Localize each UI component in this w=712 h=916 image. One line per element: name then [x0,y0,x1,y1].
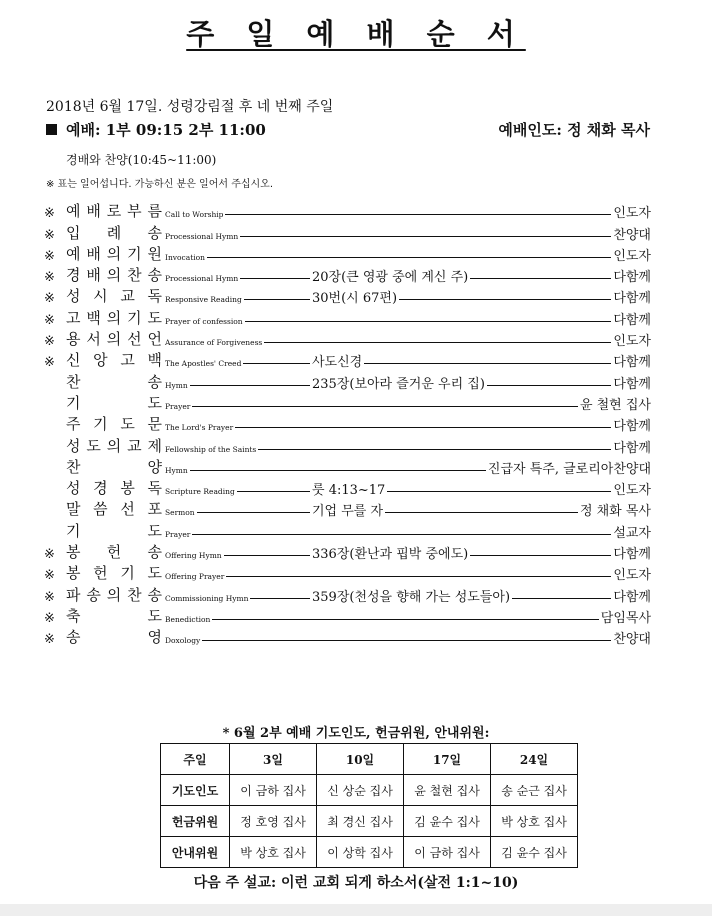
order-item-leader: 진급자 특주, 글로리아찬양대 [487,461,651,477]
order-item-korean: 송 영 [66,628,163,647]
order-item [44,221,651,242]
row-label: 기도인도 [161,775,230,806]
order-item-leader: 인도자 [613,483,651,499]
stand-mark: ※ [44,291,55,307]
row-label: 헌금위원 [161,806,230,837]
order-item-leader: 인도자 [613,334,651,350]
table-row [161,775,578,806]
order-item-english: Offering Hymn [165,551,222,561]
leader-line [207,257,611,258]
order-item-korean: 고 백 의 기 도 [66,308,163,327]
order-item [44,519,651,540]
table-cell: 이 금하 집사 [230,775,317,806]
stand-mark: ※ [44,589,55,605]
order-item-leader: 설교자 [613,525,651,541]
order-item [44,413,651,434]
order-item [44,626,651,647]
standing-note: ※ 표는 일어섭니다. 가능하신 분은 일어서 주십시오. [46,179,274,190]
leader-line [235,427,611,428]
order-item [44,456,651,477]
header-cell: 10일 [317,744,404,775]
order-item-leader: 다함께 [613,589,651,605]
stand-mark: ※ [44,610,55,626]
header-cell: 3일 [230,744,317,775]
leader-line [243,363,310,364]
order-item-detail: 사도신경 [312,355,363,371]
leader-line [224,555,310,556]
order-item-english: Commissioning Hymn [165,593,249,603]
order-item [44,477,651,498]
order-item-korean: 말 씀 선 포 [66,500,163,519]
leader-line [470,555,611,556]
order-item [44,392,651,413]
duty-table-title: * 6월 2부 예배 기도인도, 헌금위원, 안내위원: [222,726,490,741]
order-item-detail: 235장(보아라 즐거운 우리 집) [312,376,485,392]
order-item-korean: 예 배 의 기 원 [66,244,163,263]
order-item-korean: 찬 송 [66,372,163,391]
header-cell: 24일 [491,744,578,775]
leader-line [364,363,611,364]
order-item-korean: 주 기 도 문 [66,415,163,434]
worship-leader: 예배인도: 정 채화 목사 [498,121,650,139]
order-item-english: Assurance of Forgiveness [165,338,263,348]
leader-line [226,576,611,577]
leader-line [240,236,611,237]
table-cell: 김 윤수 집사 [404,806,491,837]
stand-mark: ※ [44,568,55,584]
order-item-leader: 담임목사 [600,610,651,626]
table-cell: 박 상호 집사 [230,837,317,868]
order-item-english: Hymn [165,380,188,390]
order-item [44,349,651,370]
order-item-korean: 신 앙 고 백 [66,351,163,370]
order-item-english: Fellowship of the Saints [165,444,257,454]
table-cell: 김 윤수 집사 [491,837,578,868]
order-item-detail: 359장(천성을 향해 가는 성도들아) [312,589,511,605]
order-item-leader: 다함께 [613,270,651,286]
service-times: 예배: 1부 09:15 2부 11:00 [46,119,266,140]
order-item-english: Benediction [165,614,211,624]
leader-line [190,385,310,386]
table-cell: 신 상순 집사 [317,775,404,806]
order-of-worship [44,200,651,647]
table-cell: 최 경신 집사 [317,806,404,837]
leader-line [245,321,612,322]
order-item [44,562,651,583]
order-item-leader: 찬양대 [613,632,651,648]
table-cell: 송 순근 집사 [491,775,578,806]
leader-line [470,278,611,279]
stand-mark: ※ [44,355,55,371]
order-item-korean: 성 시 교 독 [66,287,163,306]
leader-line [192,406,578,407]
order-item-english: Call to Worship [165,210,224,220]
order-item-detail: 30번(시 67편) [312,291,398,307]
order-item-english: Prayer [165,401,191,411]
praise-time: 경배와 찬양(10:45~11:00) [66,153,217,167]
order-item-leader: 인도자 [613,248,651,264]
order-item-english: The Apostles' Creed [165,359,242,369]
order-item-leader: 다함께 [613,355,651,371]
order-item-english: Responsive Reading [165,295,242,305]
order-item [44,285,651,306]
order-item-leader: 다함께 [613,419,651,435]
row-label: 안내위원 [161,837,230,868]
order-item-leader: 다함께 [613,291,651,307]
order-item-english: Prayer of confession [165,316,243,326]
leader-line [264,342,611,343]
stand-mark: ※ [44,632,55,648]
leader-line [385,512,578,513]
order-item [44,306,651,327]
service-info [46,119,650,140]
table-row [161,837,578,868]
order-item-leader: 다함께 [613,440,651,456]
order-item [44,328,651,349]
stand-mark: ※ [44,270,55,286]
order-item-leader: 다함께 [613,547,651,563]
order-item-english: Offering Prayer [165,572,225,582]
order-item-english: Sermon [165,508,195,518]
table-cell: 윤 철현 집사 [404,775,491,806]
stand-mark: ※ [44,312,55,328]
order-item-leader: 다함께 [613,376,651,392]
stand-mark: ※ [44,334,55,350]
order-item-leader: 인도자 [613,206,651,222]
order-item-leader: 정 채화 목사 [579,504,651,520]
order-item-korean: 예 배 로 부 름 [66,202,163,221]
leader-line [250,598,310,599]
order-item-english: The Lord's Prayer [165,423,234,433]
order-item-korean: 기 도 [66,393,163,412]
order-item-korean: 찬 양 [66,457,163,476]
order-item-english: Prayer [165,529,191,539]
leader-line [512,598,611,599]
table-cell: 박 상호 집사 [491,806,578,837]
order-item [44,605,651,626]
header-cell: 17일 [404,744,491,775]
next-sermon: 다음 주 설교: 이런 교회 되게 하소서(살전 1:1~10) [193,875,519,891]
order-item-english: Scripture Reading [165,487,235,497]
order-item-leader: 인도자 [613,568,651,584]
duty-table-header [161,744,578,775]
leader-line [399,299,611,300]
order-item [44,370,651,391]
order-item-detail: 20장(큰 영광 중에 계신 주) [312,270,469,286]
order-item-korean: 경 배 의 찬 송 [66,266,163,285]
stand-mark: ※ [44,248,55,264]
order-item [44,541,651,562]
order-item-english: Hymn [165,465,188,475]
leader-line [197,512,310,513]
stand-mark: ※ [44,547,55,563]
date-line: 2018년 6월 17일. 성령강림절 후 네 번째 주일 [46,99,334,115]
leader-line [202,640,611,641]
square-bullet-icon [46,124,57,135]
order-item [44,264,651,285]
order-item [44,434,651,455]
leader-line [212,619,598,620]
leader-line [237,491,310,492]
order-item-korean: 입 례 송 [66,223,163,242]
leader-line [487,385,611,386]
table-cell: 이 상학 집사 [317,837,404,868]
order-item-korean: 용 서 의 선 언 [66,330,163,349]
order-item [44,583,651,604]
order-item-english: Doxology [165,636,201,646]
stand-mark: ※ [44,206,55,222]
order-item [44,243,651,264]
order-item-english: Processional Hymn [165,274,239,284]
order-item-leader: 다함께 [613,312,651,328]
leader-line [192,534,611,535]
order-item-english: Processional Hymn [165,231,239,241]
order-item-leader: 윤 철현 집사 [579,397,651,413]
leader-line [240,278,310,279]
order-item [44,200,651,221]
table-row [161,806,578,837]
page-title: 주 일 예 배 순 서 [186,17,526,51]
order-item-english: Invocation [165,252,205,262]
order-item-korean: 성 도 의 교 제 [66,436,163,455]
order-item-detail: 룻 4:13~17 [312,483,386,499]
duty-table [160,743,578,868]
order-item-korean: 봉 헌 송 [66,543,163,562]
page-footer-bar [0,904,712,916]
order-item [44,498,651,519]
table-cell: 정 호영 집사 [230,806,317,837]
leader-line [190,470,486,471]
leader-line [225,214,611,215]
table-cell: 이 금하 집사 [404,837,491,868]
order-item-detail: 기업 무를 자 [312,504,384,520]
leader-line [244,299,310,300]
order-item-korean: 기 도 [66,521,163,540]
order-item-leader: 찬양대 [613,227,651,243]
stand-mark: ※ [44,227,55,243]
leader-line [387,491,611,492]
order-item-korean: 축 도 [66,606,163,625]
order-item-korean: 성 경 봉 독 [66,479,163,498]
order-item-detail: 336장(환난과 핍박 중에도) [312,547,469,563]
order-item-korean: 파 송 의 찬 송 [66,585,163,604]
order-item-korean: 봉 헌 기 도 [66,564,163,583]
header-cell: 주일 [161,744,230,775]
leader-line [258,449,611,450]
